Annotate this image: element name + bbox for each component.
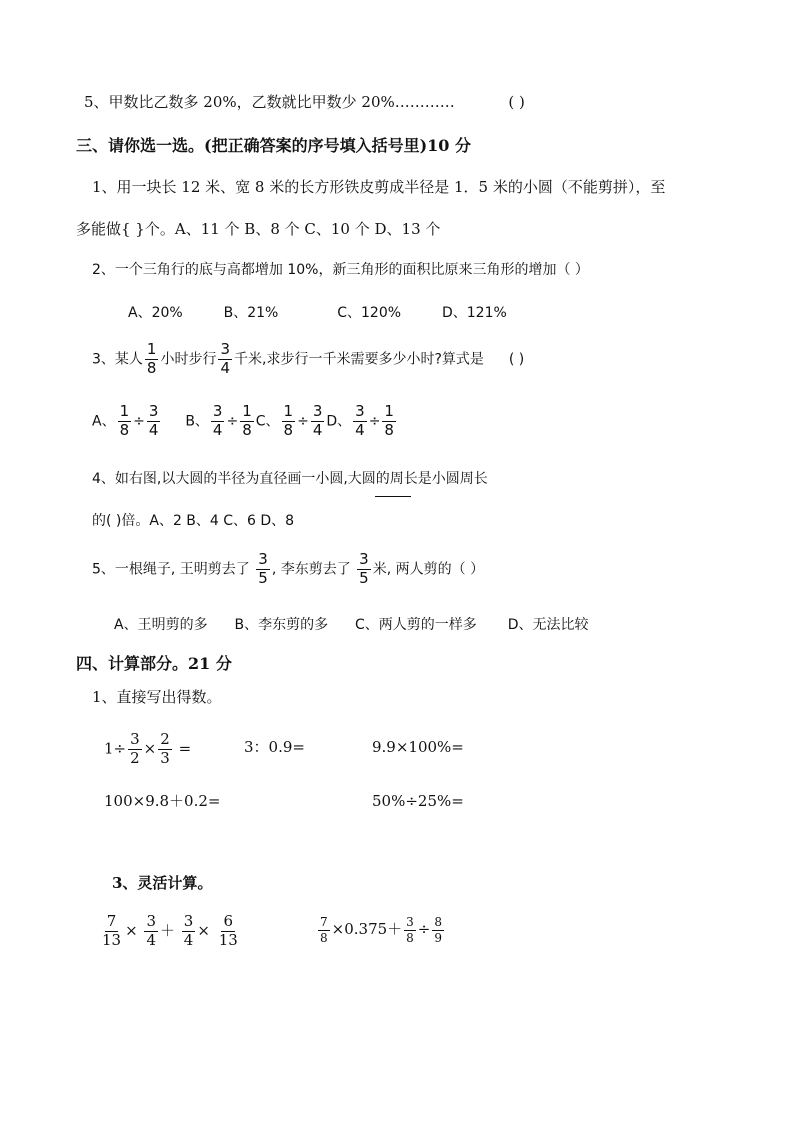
fraction: $\frac{3}{4}$ xyxy=(220,340,231,377)
section-4-heading: 四、计算部分。21 分 xyxy=(76,654,232,673)
question-5-stem: 5、一根绳子, 王明剪去了 $\frac{3}{5}$ , 李东剪去了 $\frac{3}{5}$ 米, 两人剪的（ ） xyxy=(92,550,485,587)
calc-expression-3: 9.9×100%= xyxy=(372,738,464,756)
calc-expression-1: 1÷ $\frac{3}{2}$ × $\frac{2}{3}$ = xyxy=(104,730,192,767)
option-a[interactable]: A、王明剪的多 xyxy=(114,617,208,633)
question-2-options xyxy=(128,306,507,320)
option-c[interactable]: C、两人剪的一样多 xyxy=(355,617,477,633)
flex-expression-2: $\frac{7}{8}$ ×0.375＋ $\frac{3}{8}$ ÷ $\frac{8}{9}$ xyxy=(320,915,443,945)
calc-expression-4: 100×9.8＋0.2= xyxy=(104,792,221,810)
tf-item-5 xyxy=(84,95,525,110)
calc-expression-5: 50%÷25%= xyxy=(372,792,464,810)
section-3-heading: 三、请你选一选。(把正确答案的序号填入括号里)10 分 xyxy=(76,136,471,155)
question-2-line1: 2、一个三角行的底与高都增加 10%，新三角形的面积比原来三角形的增加（ ） xyxy=(92,262,589,278)
answer-blank[interactable]: ( ) xyxy=(508,351,525,368)
question-4-line1: 4、如右图,以大圆的半径为直径画一小圆,大圆的周长是小圆周长 xyxy=(92,471,488,487)
option-d[interactable]: D、无法比较 xyxy=(507,617,589,633)
flex-expression-1: $\frac{7}{13}$ × $\frac{3}{4}$ ＋ $\frac{3}{4}$ × $\frac{6}{13}$ xyxy=(102,912,238,949)
subsection-3-heading: 3、灵活计算。 xyxy=(112,874,213,892)
tf-item-5-text: 5、甲数比乙数多 20%，乙数就比甲数少 20%………… xyxy=(84,93,455,111)
fraction: $\frac{1}{8}$ xyxy=(146,340,157,377)
question-4-line2: 的( )倍。A、2 B、4 C、6 D、8 xyxy=(92,513,295,529)
q3-mid: 小时步行 xyxy=(160,351,217,368)
option-a[interactable]: A、 xyxy=(92,413,116,430)
option-d[interactable]: D、121% xyxy=(441,305,507,321)
q3-pre: 3、某人 xyxy=(92,351,143,368)
option-d[interactable]: D、 xyxy=(326,413,352,430)
option-a[interactable]: A、20% xyxy=(128,305,183,321)
calc-expression-2: 3：0.9= xyxy=(244,738,305,756)
question-3-stem xyxy=(92,342,524,377)
answer-blank[interactable]: 米, 两人剪的（ ） xyxy=(372,561,485,578)
option-c[interactable]: C、 xyxy=(255,413,280,430)
question-3-options: A、 $\frac{1}{8}$ ÷ $\frac{3}{4}$ B、 $\frac{3}{4}$ ÷ $\frac{1}{8}$ C、 $\frac{1}{8}$ ÷ $\frac{3}{4}$ D、 $\frac{3}{4}$ ÷ $\frac{1}{8}$ xyxy=(92,402,394,439)
question-1-line1: 1、用一块长 12 米、宽 8 米的长方形铁皮剪成半径是 1．5 米的小圆（不能剪拼），至 xyxy=(92,178,666,196)
subsection-1-heading: 1、直接写出得数。 xyxy=(92,688,222,706)
option-c[interactable]: C、120% xyxy=(337,305,402,321)
answer-blank[interactable]: ( ) xyxy=(508,93,525,111)
question-5-options xyxy=(114,618,588,632)
option-b[interactable]: B、21% xyxy=(223,305,279,321)
question-1-line2: 多能做{ }个。A、11 个 B、8 个 C、10 个 D、13 个 xyxy=(76,220,441,238)
q3-post: 千米,求步行一千米需要多少小时?算式是 xyxy=(234,351,484,368)
option-b[interactable]: B、 xyxy=(185,413,209,430)
option-b[interactable]: B、李东剪的多 xyxy=(234,617,329,633)
divider-line xyxy=(375,496,411,497)
